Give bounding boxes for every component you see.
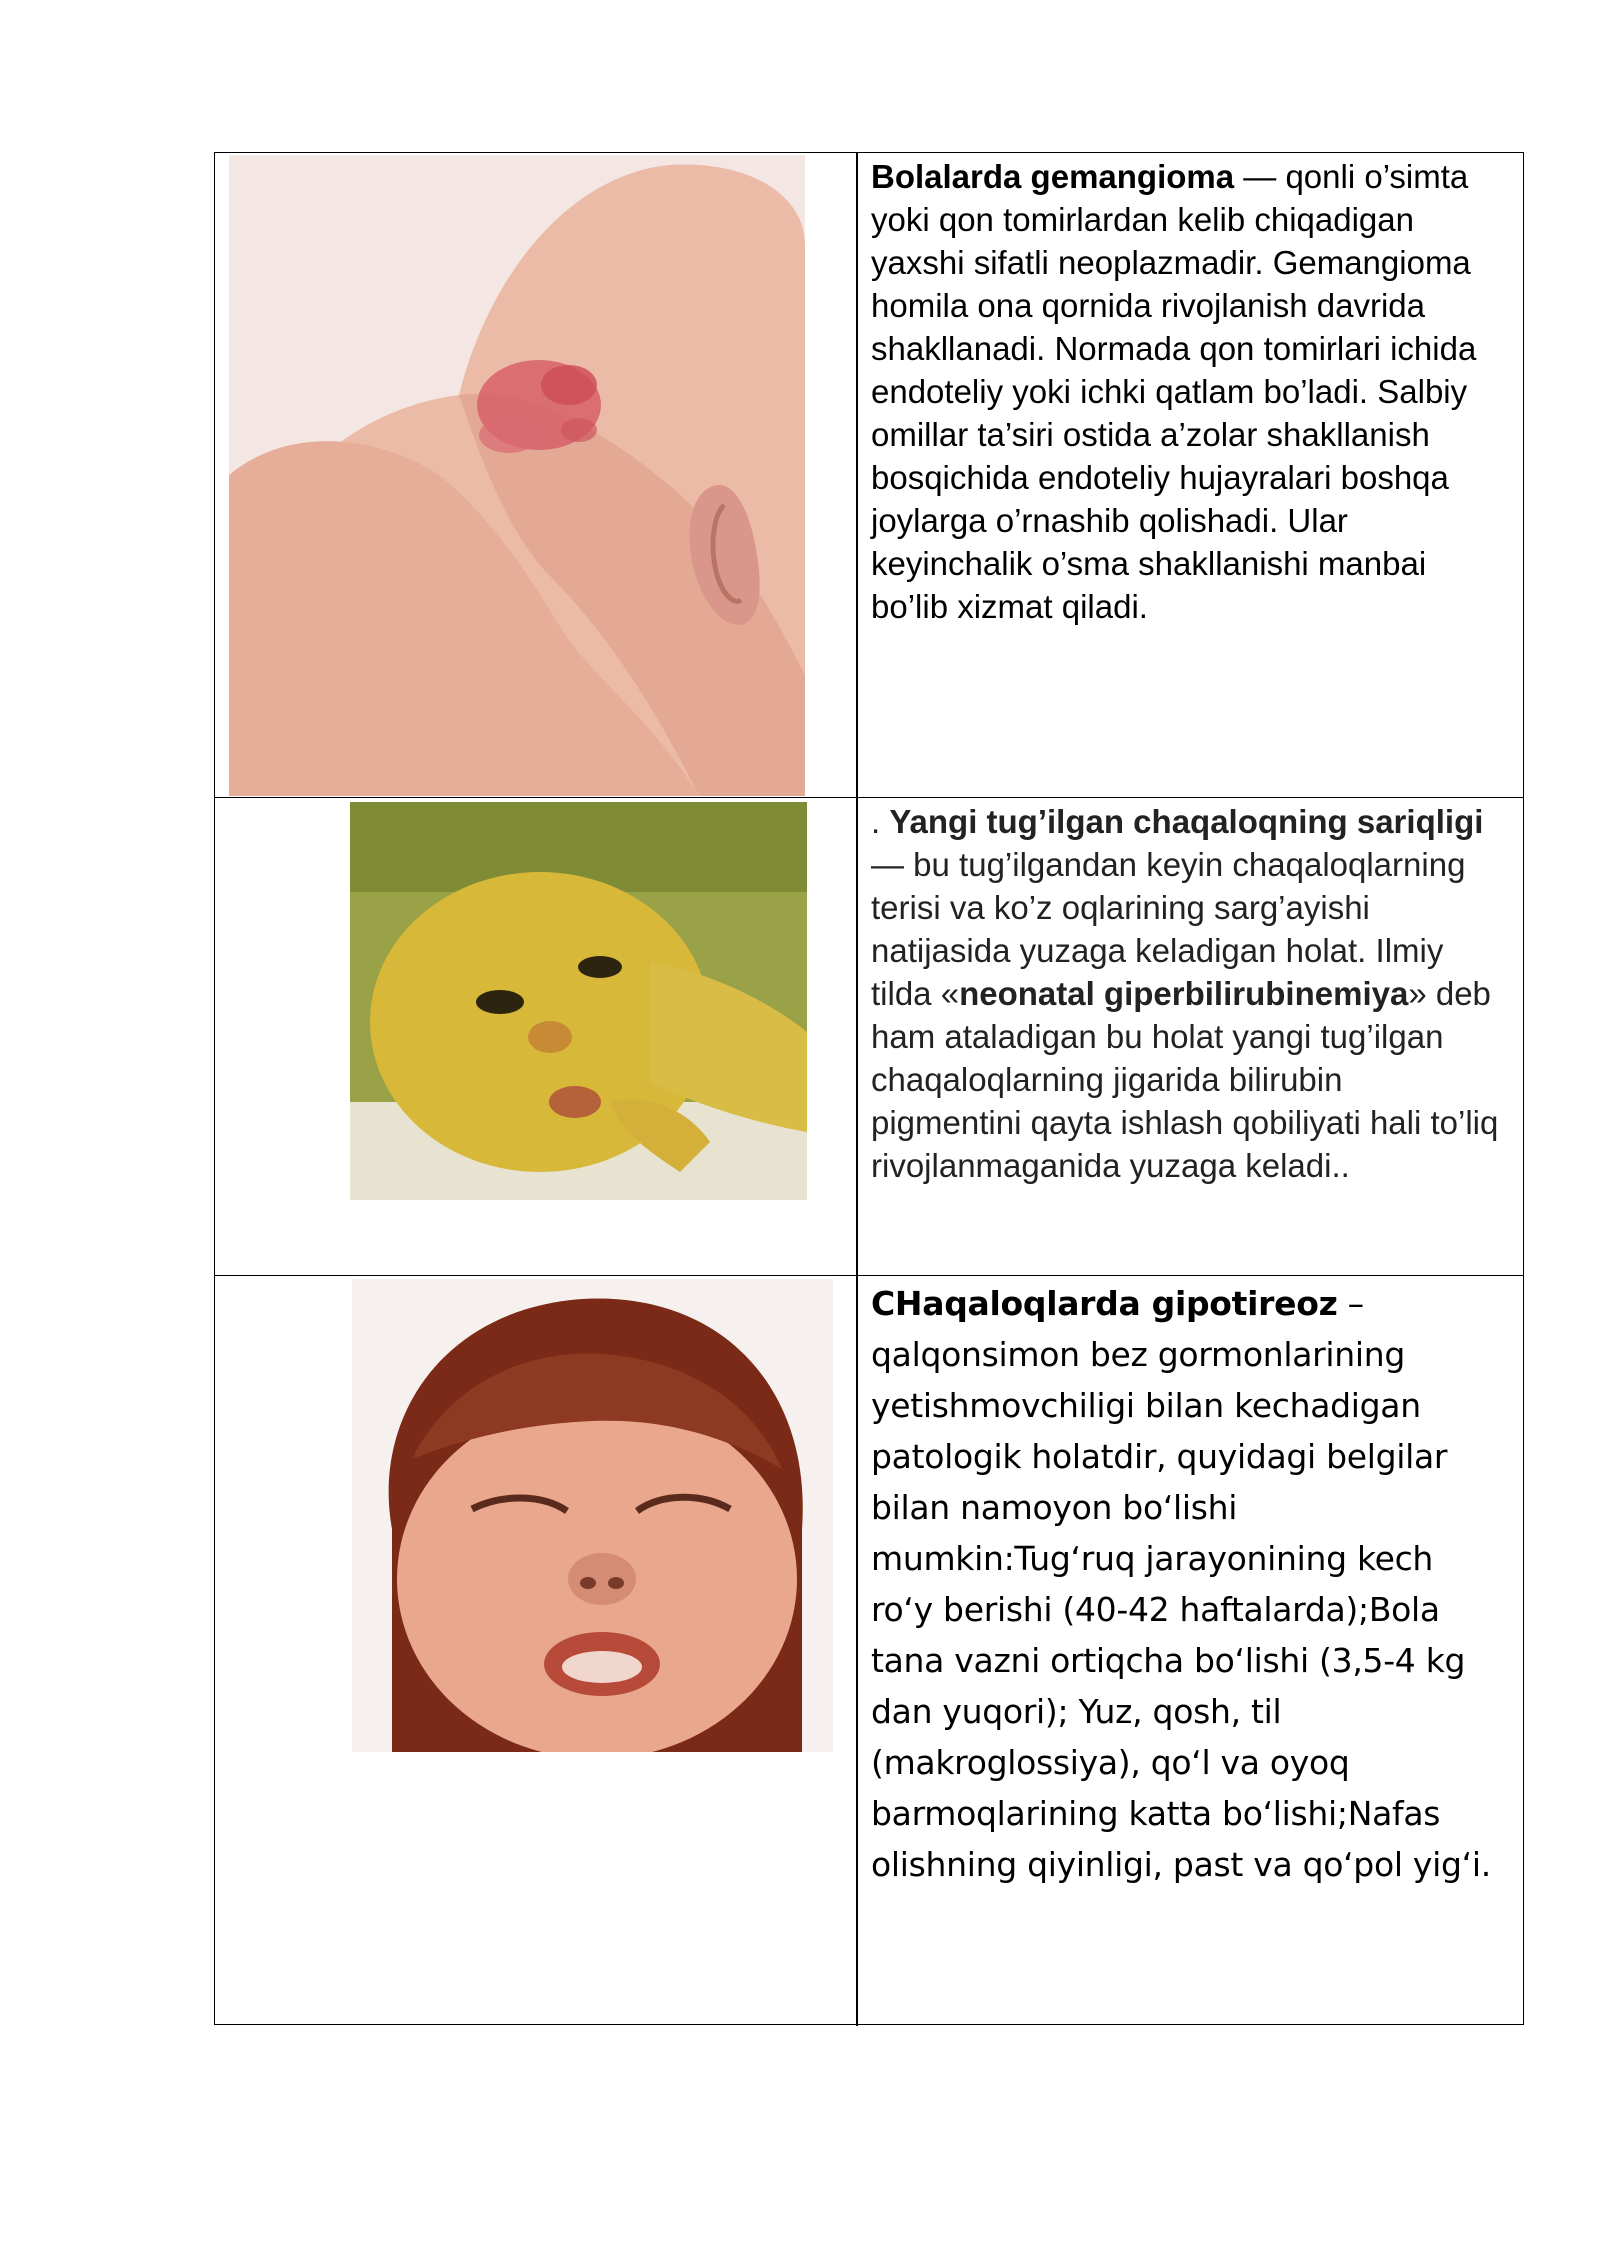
column-divider — [856, 798, 858, 1275]
image-cell — [215, 1276, 856, 2026]
hypothyroidism-title: CHaqaloqlarda gipotireoz — [871, 1284, 1338, 1323]
hypothyroidism-body: – qalqonsimon bez gormonlarining yetishmovchiligi bilan kechadigan patologik holatdir, quyidagi belgilar bilan namoyon boʻlishi mumkin:Tugʻruq jarayonining kech roʻy berishi (40-42 haftalarda);Bola tana vazni ortiqcha boʻlishi (3,5-4 kg dan yuqori); Yuz, qosh, til (makroglossiya), qoʻl va oyoq barmoqlarining katta boʻlishi;Nafas olishning qiyinligi, past va qoʻpol yigʻi. — [871, 1284, 1491, 1884]
table-row-jaundice — [215, 798, 1523, 1276]
column-divider — [856, 1276, 858, 2026]
image-cell — [215, 798, 856, 1275]
jaundice-illustration — [350, 802, 807, 1200]
hemangioma-illustration — [229, 155, 805, 796]
jaundice-body-1: — bu tug’ilgandan keyin chaqaloqlarning terisi va ko’z oqlarining sarg’ayishi natijasida yuzaga keladigan holat. Ilmiy tilda « — [871, 846, 1466, 1012]
jaundice-title: Yangi tug’ilgan chaqaloqning sariqligi — [889, 803, 1484, 840]
jaundice-term: neonatal giperbilirubinemiya — [959, 975, 1409, 1012]
jaundice-photo — [350, 802, 807, 1200]
table-row-hemangioma — [215, 153, 1523, 798]
text-cell — [871, 1276, 1511, 2026]
hemangioma-photo — [229, 155, 805, 796]
jaundice-prefix: . — [871, 803, 890, 840]
image-cell — [215, 153, 856, 797]
text-cell — [871, 798, 1511, 1275]
hypothyroidism-photo — [352, 1279, 833, 1752]
jaundice-description — [871, 798, 1501, 1187]
table-row-hypothyroidism — [215, 1276, 1523, 2026]
document-table — [214, 152, 1524, 2025]
text-cell — [871, 153, 1511, 797]
hemangioma-description — [871, 153, 1501, 628]
hypothyroidism-description — [871, 1276, 1501, 1890]
hemangioma-body: — qonli o’simta yoki qon tomirlardan kelib chiqadigan yaxshi sifatli neoplazmadir. Gemangioma homila ona qornida rivojlanish davrida shakllanadi. Normada qon tomirlari ichida endoteliy yoki ichki qatlam bo’ladi. Salbiy omillar ta’siri ostida a’zolar shakllanish bosqichida endoteliy hujayralari boshqa joylarga o’rnashib qolishadi. Ular keyinchalik o’sma shakllanishi manbai bo’lib xizmat qiladi. — [871, 158, 1477, 625]
jaundice-body-2: » deb ham ataladigan bu holat yangi tug’ilgan chaqaloqlarning jigarida bilirubin pigmentini qayta ishlash qobiliyati hali to’liq rivojlanmaganida yuzaga keladi.. — [871, 975, 1499, 1184]
hemangioma-title: Bolalarda gemangioma — [871, 158, 1235, 195]
hypothyroidism-illustration — [352, 1279, 833, 1752]
column-divider — [856, 153, 858, 797]
